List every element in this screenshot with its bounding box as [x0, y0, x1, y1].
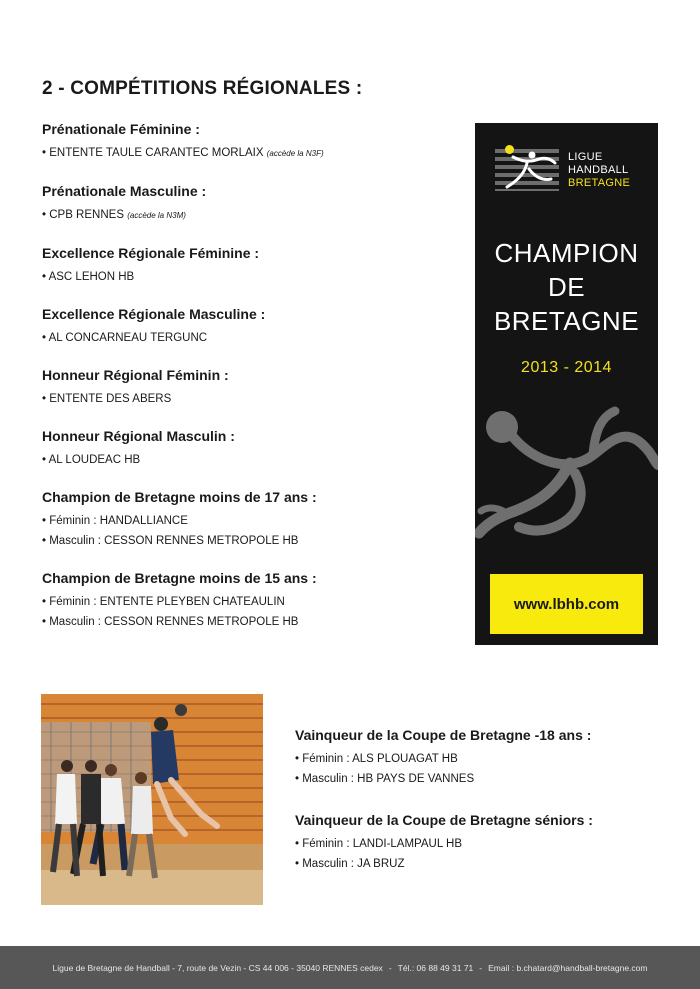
- result-category: [42, 244, 462, 287]
- entry-text: • ASC LEHON HB: [42, 271, 135, 283]
- entry-text: • AL LOUDEAC HB: [42, 454, 141, 466]
- result-category: [42, 427, 462, 470]
- section-title: 2 - COMPÉTITIONS RÉGIONALES :: [42, 78, 363, 99]
- entry-text: • Masculin : CESSON RENNES METROPOLE HB: [42, 616, 299, 628]
- category-title: Champion de Bretagne moins de 15 ans :: [42, 570, 317, 586]
- league-banner: [475, 123, 658, 645]
- logo-text: [568, 151, 630, 190]
- footer-separator: -: [479, 962, 483, 973]
- footer-phone: Tél.: 06 88 49 31 71: [397, 962, 474, 973]
- category-title: Champion de Bretagne moins de 17 ans :: [42, 489, 317, 505]
- result-entry: [42, 450, 462, 470]
- footer: [0, 946, 700, 989]
- result-entry: [42, 612, 462, 632]
- result-entry: [42, 328, 462, 348]
- result-category: [42, 305, 462, 348]
- category-title: Vainqueur de la Coupe de Bretagne -18 ans :: [295, 727, 592, 743]
- result-category: [42, 488, 462, 551]
- entry-text: • ENTENTE TAULE CARANTEC MORLAIX: [42, 147, 264, 159]
- result-category: [42, 366, 462, 409]
- logo-line-2: HANDBALL: [568, 164, 629, 176]
- result-category: [295, 811, 675, 874]
- entry-text: • Féminin : ALS PLOUAGAT HB: [295, 753, 458, 765]
- champion-line-2: DE: [547, 272, 586, 302]
- category-title: Honneur Régional Féminin :: [42, 367, 229, 383]
- category-title: Prénationale Masculine :: [42, 183, 207, 199]
- result-entry: [42, 389, 462, 409]
- result-category: [42, 120, 462, 164]
- entry-note: (accède la N3F): [266, 149, 324, 158]
- result-entry: [42, 592, 462, 612]
- footer-address: Ligue de Bretagne de Handball - 7, route de Vezin - CS 44 006 - 35040 RENNES cedex: [52, 962, 383, 973]
- footer-separator: -: [388, 962, 392, 973]
- category-title: Excellence Régionale Masculine :: [42, 306, 266, 322]
- champion-line-3: BRETAGNE: [493, 306, 640, 336]
- player-logo-icon: [499, 147, 561, 193]
- result-entry: [42, 511, 462, 531]
- league-logo: [495, 143, 645, 195]
- result-entry: [42, 531, 462, 551]
- result-entry: [295, 854, 675, 874]
- category-title: Excellence Régionale Féminine :: [42, 245, 260, 261]
- website-link[interactable]: www.lbhb.com: [490, 574, 643, 634]
- entry-text: • CPB RENNES: [42, 209, 124, 221]
- entry-text: • Féminin : HANDALLIANCE: [42, 515, 188, 527]
- result-entry: [42, 267, 462, 287]
- result-category: [295, 726, 675, 789]
- entry-text: • ENTENTE DES ABERS: [42, 393, 172, 405]
- result-entry: [42, 205, 462, 226]
- footer-email: Email : b.chatard@handball-bretagne.com: [488, 962, 648, 973]
- category-title: Prénationale Féminine :: [42, 121, 200, 137]
- entry-text: • Masculin : CESSON RENNES METROPOLE HB: [42, 535, 299, 547]
- result-entry: [295, 749, 675, 769]
- result-category: [42, 569, 462, 632]
- result-entry: [295, 769, 675, 789]
- entry-text: • Féminin : LANDI-LAMPAUL HB: [295, 838, 462, 850]
- result-category: [42, 182, 462, 226]
- entry-text: • Féminin : ENTENTE PLEYBEN CHATEAULIN: [42, 596, 285, 608]
- champion-line-1: CHAMPION: [494, 238, 639, 268]
- cup-results: [295, 726, 675, 896]
- handball-player-graphic: [475, 403, 658, 573]
- category-title: Honneur Régional Masculin :: [42, 428, 235, 444]
- result-entry: [42, 143, 462, 164]
- logo-line-3: BRETAGNE: [568, 177, 631, 189]
- result-entry: [295, 834, 675, 854]
- season-label: 2013 - 2014: [521, 359, 612, 376]
- champion-heading: [475, 236, 658, 338]
- entry-note: (accède la N3M): [127, 211, 186, 220]
- entry-text: • Masculin : HB PAYS DE VANNES: [295, 773, 475, 785]
- category-title: Vainqueur de la Coupe de Bretagne séniors :: [295, 812, 593, 828]
- logo-line-1: LIGUE: [568, 151, 603, 163]
- entry-text: • Masculin : JA BRUZ: [295, 858, 405, 870]
- handball-players-photo: [41, 694, 263, 905]
- entry-text: • AL CONCARNEAU TERGUNC: [42, 332, 208, 344]
- regional-results: [42, 120, 462, 650]
